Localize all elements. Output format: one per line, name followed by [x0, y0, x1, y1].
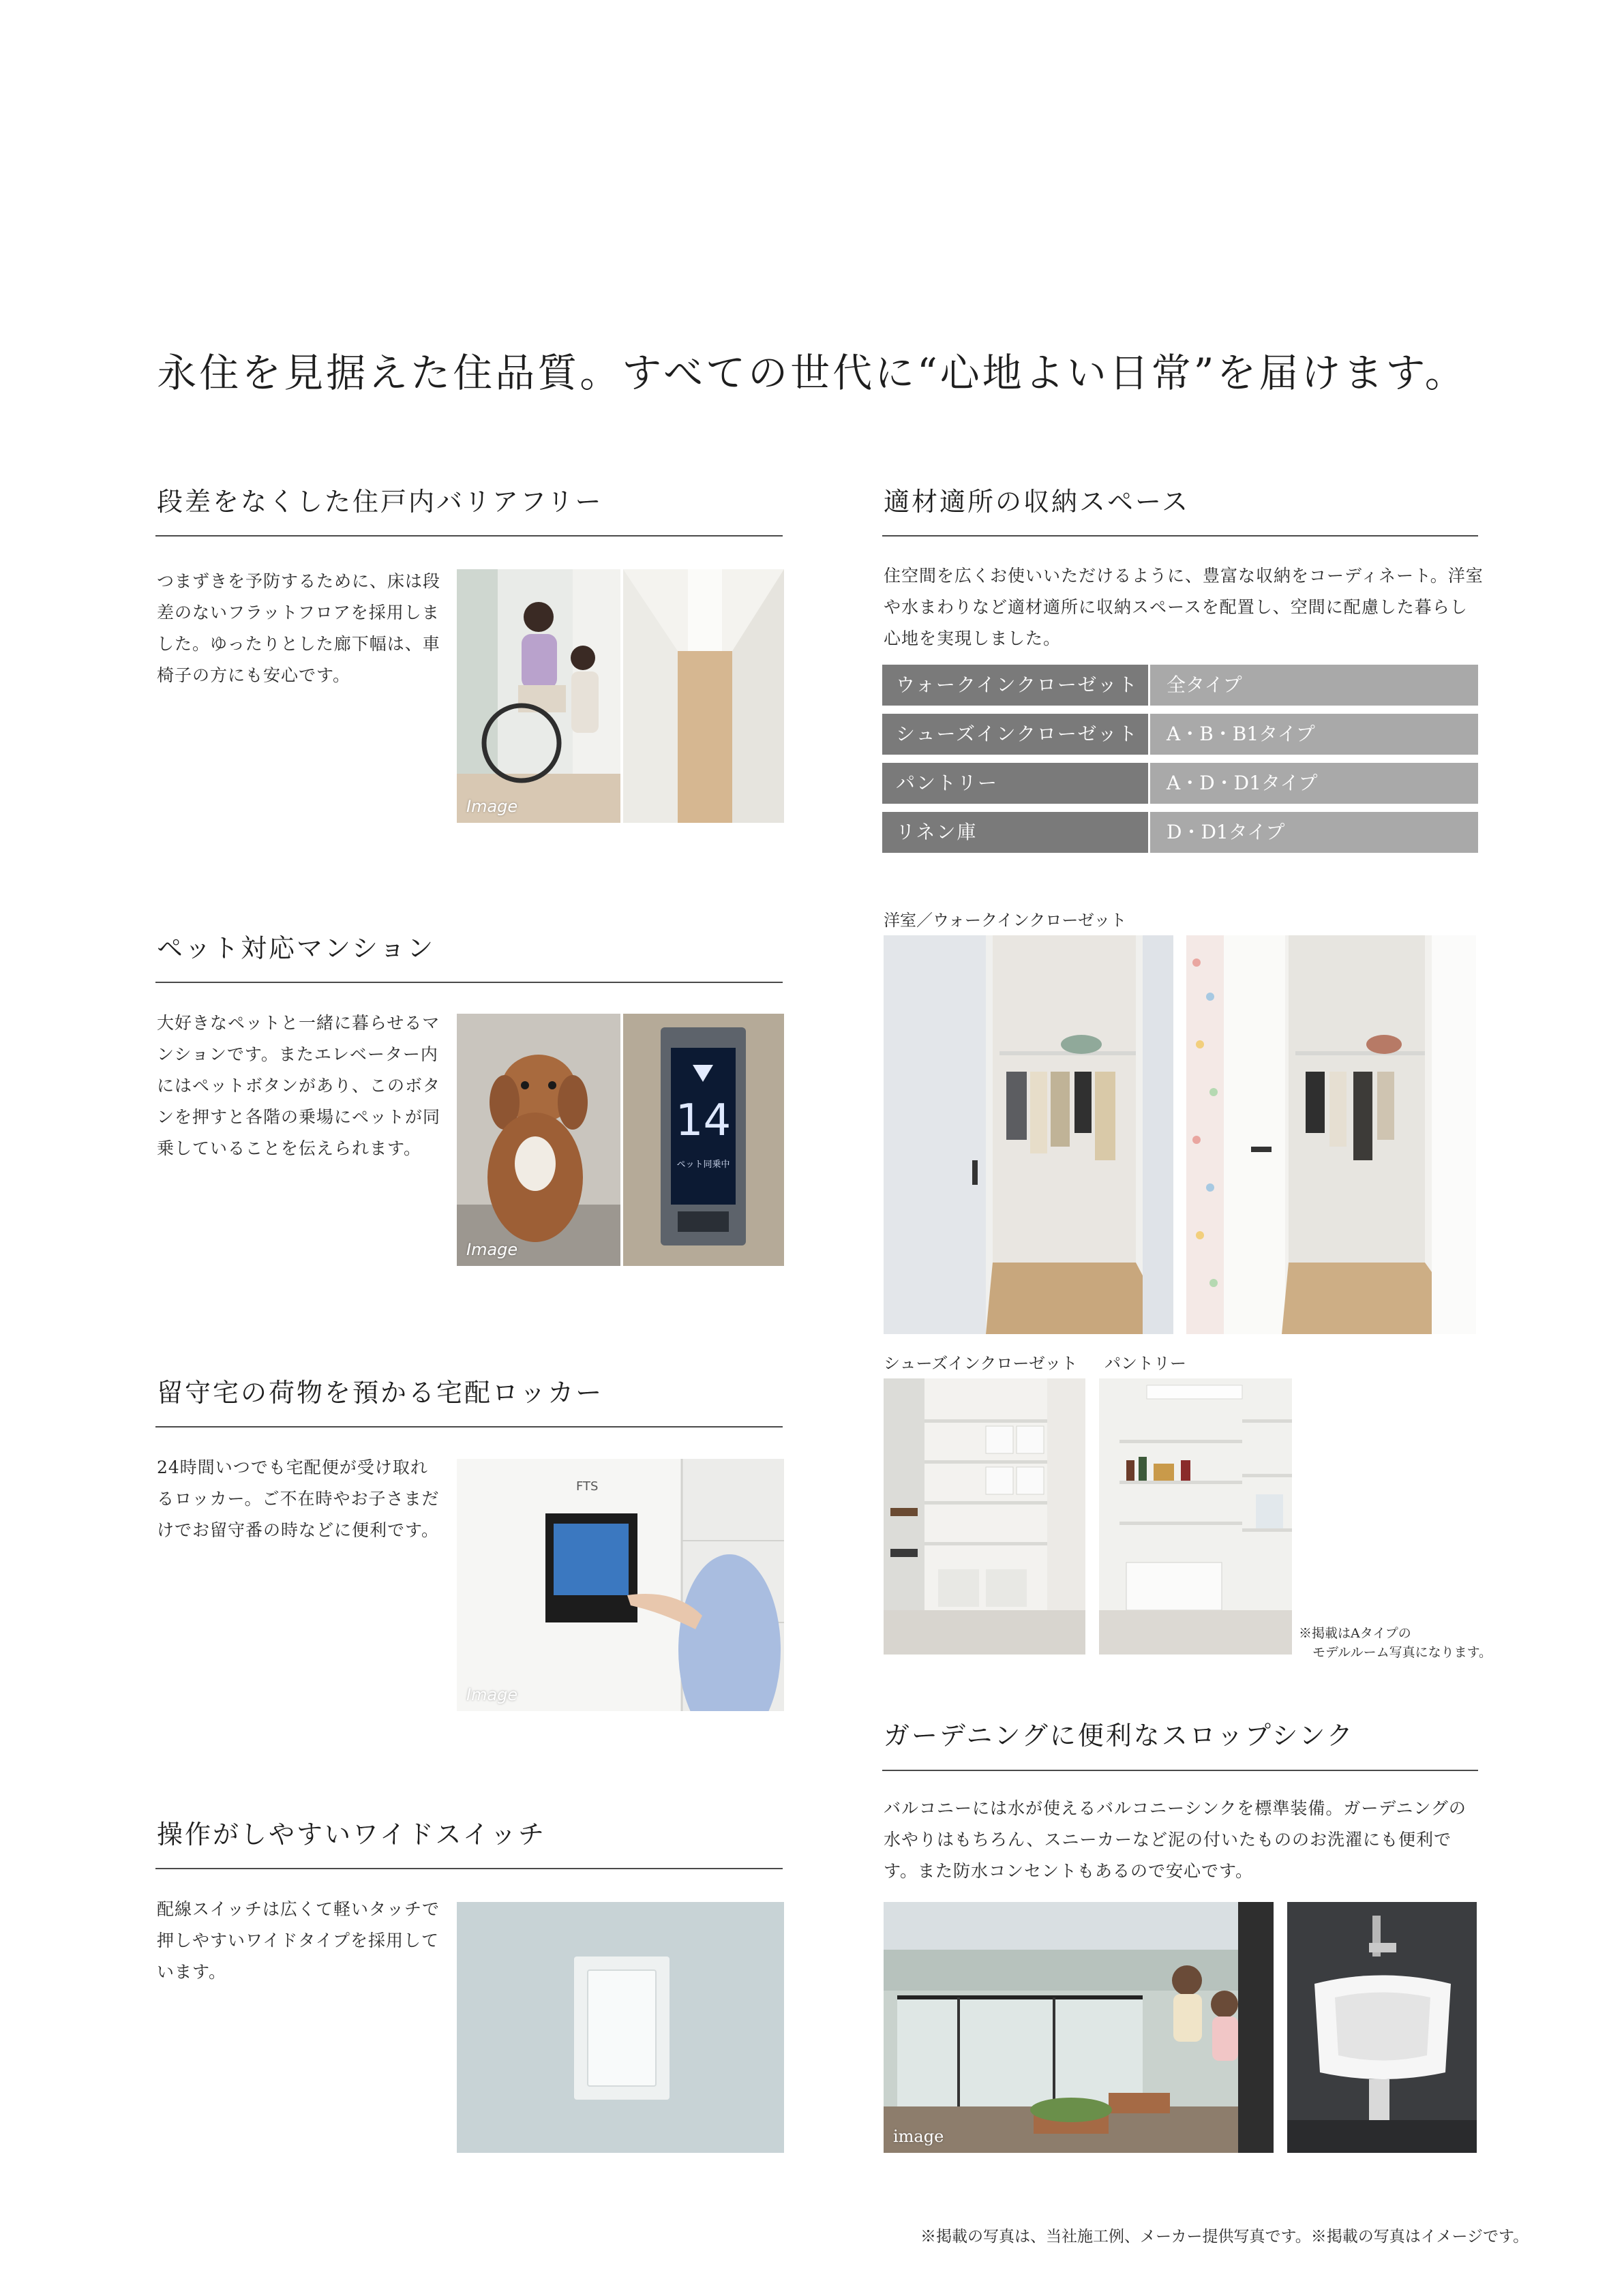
- garden-body: バルコニーには水が使えるバルコニーシンクを標準装備。ガーデニングの水やりはもちろん、スニーカーなど泥の付いたもののお洗濯にも便利です。また防水コンセントもあるので安心です。: [884, 1798, 1467, 1881]
- wheelchair-photo: [457, 569, 620, 823]
- elevator-pet-text: ペット同乗中: [676, 1160, 730, 1170]
- switch-body: 配線スイッチは広くて軽いタッチで押しやすいワイドタイプを採用しています。: [157, 1899, 440, 1982]
- table-row: [882, 665, 1478, 706]
- hallway-photo: [623, 569, 784, 823]
- barrier-free-rule: [155, 535, 783, 537]
- elevator-floor-number: 14: [675, 1096, 732, 1146]
- pantry-caption: パントリー: [1104, 1354, 1186, 1373]
- row-label: ウォークインクローゼット: [882, 665, 1148, 706]
- walk-in-closet-photo-2: [1186, 935, 1476, 1334]
- model-room-note-2: モデルルーム写真になります。: [1312, 1645, 1492, 1660]
- storage-body: 住空間を広くお使いいただけるように、豊富な収納をコーディネート。洋室や水まわりなど適材適所に収納スペースを配置し、空間に配慮した暮らし心地を実現しました。: [884, 566, 1484, 648]
- image-label: image: [893, 2127, 944, 2146]
- row-label: シューズインクローゼット: [882, 714, 1148, 755]
- locker-brand: FTS: [576, 1479, 599, 1494]
- switch-title: 操作がしやすいワイドスイッチ: [157, 1819, 546, 1849]
- row-value: A・B・B1タイプ: [1150, 714, 1478, 755]
- barrier-free-body: つまずきを予防するために、床は段差のないフラットフロアを採用しました。ゆったりとした廊下幅は、車椅子の方にも安心です。: [157, 571, 441, 685]
- locker-body: 24時間いつでも宅配便が受け取れるロッカー。ご不在時やお子さまだけでお留守番の時などに便利です。: [157, 1457, 440, 1540]
- garden-title: ガーデニングに便利なスロップシンク: [884, 1721, 1355, 1751]
- storage-rule: [882, 535, 1478, 537]
- pantry-photo: [1099, 1378, 1292, 1655]
- switch-rule: [155, 1868, 783, 1869]
- storage-title: 適材適所の収納スペース: [884, 487, 1190, 517]
- row-value: 全タイプ: [1150, 665, 1478, 706]
- elevator-panel-photo: [623, 1014, 784, 1266]
- shoes-closet-caption: シューズインクローゼット: [884, 1354, 1078, 1373]
- storage-table: [882, 665, 1478, 853]
- pet-body: 大好きなペットと一緒に暮らせるマンションです。またエレベーター内にはペットボタンがあり、このボタンを押すと各階の乗場にペットが同乗していることを伝えられます。: [157, 1013, 441, 1158]
- shoes-in-closet-photo: [884, 1378, 1085, 1655]
- row-label: リネン庫: [882, 812, 1148, 853]
- row-label: パントリー: [882, 763, 1148, 804]
- row-value: D・D1タイプ: [1150, 812, 1478, 853]
- image-label: Image: [466, 1240, 518, 1259]
- delivery-locker-photo: [457, 1459, 784, 1711]
- model-room-note-1: ※掲載はAタイプの: [1299, 1626, 1411, 1641]
- garden-rule: [882, 1770, 1478, 1771]
- wide-switch-photo: [457, 1902, 784, 2153]
- locker-rule: [155, 1426, 783, 1428]
- closet-caption: 洋室／ウォークインクローゼット: [884, 911, 1127, 930]
- footer-note: ※掲載の写真は、当社施工例、メーカー提供写真です。※掲載の写真はイメージです。: [920, 2228, 1529, 2246]
- image-label: Image: [466, 797, 518, 816]
- pet-rule: [155, 982, 783, 983]
- image-label: Image: [466, 1685, 518, 1704]
- slop-sink-photo: [1287, 1902, 1477, 2153]
- walk-in-closet-photo-1: [884, 935, 1173, 1334]
- row-value: A・D・D1タイプ: [1150, 763, 1478, 804]
- pet-title: ペット対応マンション: [157, 933, 436, 963]
- table-row: [882, 714, 1478, 755]
- table-row: [882, 812, 1478, 853]
- table-row: [882, 763, 1478, 804]
- page-headline: 永住を見据えた住品質。すべての世代に“心地よい日常”を届けます。: [157, 350, 1467, 396]
- dog-photo: [457, 1014, 620, 1266]
- locker-title: 留守宅の荷物を預かる宅配ロッカー: [157, 1378, 604, 1408]
- barrier-free-title: 段差をなくした住戸内バリアフリー: [157, 487, 603, 517]
- balcony-garden-photo: [884, 1902, 1274, 2153]
